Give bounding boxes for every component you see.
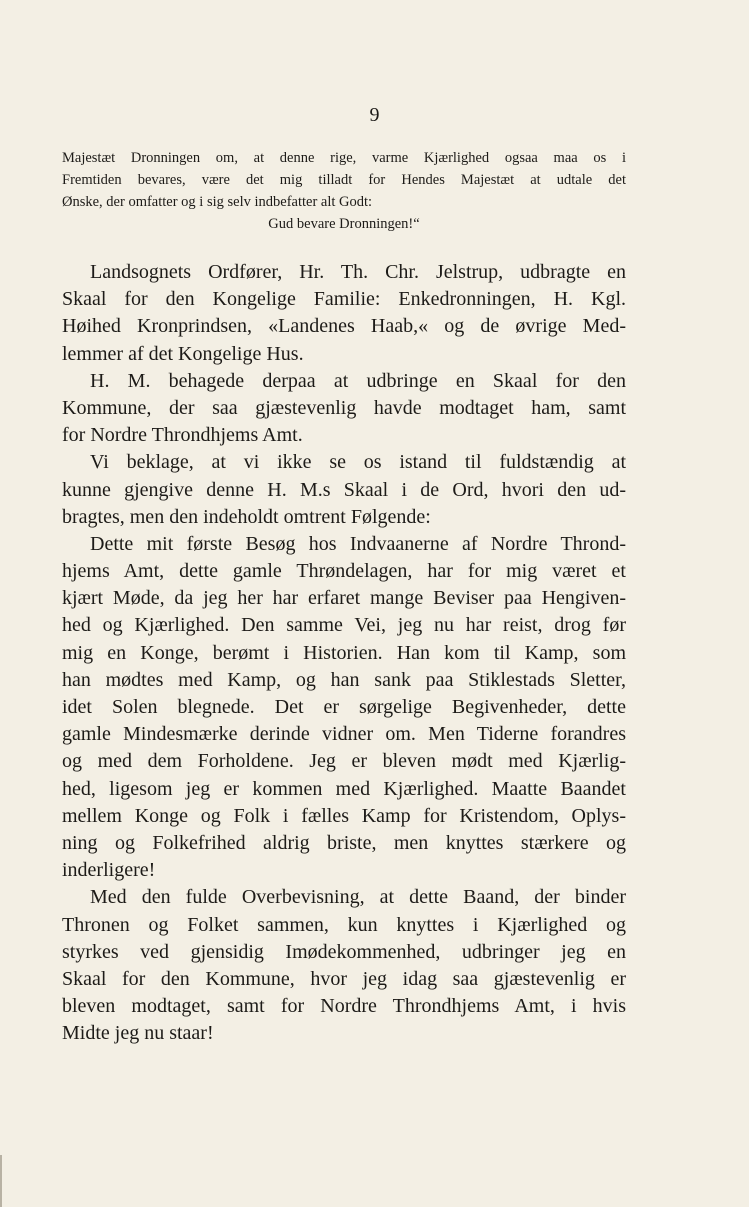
text-line: Thronen og Folket sammen, kun knyttes i Kjærlighed og: [62, 913, 626, 936]
text-line: bleven modtaget, samt for Nordre Throndhjems Amt, i hvis: [62, 995, 626, 1018]
text-line: mellem Konge og Folk i fælles Kamp for Kristendom, Oplys-: [62, 804, 626, 827]
text-line: Skaal for den Kommune, hvor jeg idag saa gjæstevenlig er: [62, 967, 626, 990]
text-line: hjems Amt, dette gamle Thrøndelagen, har for mig været et: [62, 560, 626, 583]
text-line: styrkes ved gjensidig Imødekommenhed, udbringer jeg en: [62, 940, 626, 963]
text-line: Dette mit første Besøg hos Indvaanerne af Nordre Thrond-: [90, 532, 626, 555]
text-line: Majestæt Dronningen om, at denne rige, varme Kjærlighed ogsaa maa os i: [62, 150, 626, 166]
text-line: bragtes, men den indeholdt omtrent Følgende:: [62, 505, 431, 528]
text-line: Gud bevare Dronningen!“: [268, 216, 420, 232]
text-line: hed, ligesom jeg er kommen med Kjærlighed. Maatte Baandet: [62, 777, 626, 800]
text-line: gamle Mindesmærke derinde vidner om. Men Tiderne forandres: [62, 723, 626, 746]
text-line: idet Solen blegnede. Det er sørgelige Begivenheder, dette: [62, 696, 626, 718]
text-line: ning og Folkefrihed aldrig briste, men knyttes stærkere og: [62, 831, 626, 854]
text-line: Kommune, der saa gjæstevenlig havde modtaget ham, samt: [62, 396, 626, 419]
text-line: kunne gjengive denne H. M.s Skaal i de Ord, hvori den ud-: [62, 478, 626, 501]
text-line: hed og Kjærlighed. Den samme Vei, jeg nu har reist, drog før: [62, 614, 626, 637]
toast-conclusion-paragraph: [62, 147, 626, 235]
text-line: H. M. behagede derpaa at udbringe en Skaal for den: [90, 369, 626, 392]
text-line: lemmer af det Kongelige Hus.: [62, 342, 304, 365]
text-line: Høihed Kronprindsen, «Landenes Haab,« og de øvrige Med-: [62, 315, 626, 338]
text-line: Vi beklage, at vi ikke se os istand til fuldstændig at: [90, 451, 626, 474]
text-line: Landsognets Ordfører, Hr. Th. Chr. Jelstrup, udbragte en: [90, 261, 626, 283]
text-line: Midte jeg nu staar!: [62, 1022, 214, 1045]
text-line: han mødtes med Kamp, og han sank paa Stiklestads Sletter,: [62, 668, 626, 691]
page-edge: [0, 1155, 2, 1207]
text-line: for Nordre Throndhjems Amt.: [62, 424, 303, 447]
text-line: Med den fulde Overbevisning, at dette Baand, der binder: [90, 886, 626, 909]
text-line: kjært Møde, da jeg her har erfaret mange Beviser paa Hengiven-: [62, 587, 626, 610]
text-line: mig en Konge, berømt i Historien. Han kom til Kamp, som: [62, 641, 626, 664]
text-line: inderligere!: [62, 859, 156, 882]
text-line: Ønske, der omfatter og i sig selv indbefatter alt Godt:: [62, 194, 373, 210]
page-number: 9: [369, 104, 380, 126]
text-line: Skaal for den Kongelige Familie: Enkedronningen, H. Kgl.: [62, 288, 626, 311]
text-line: Fremtiden bevares, være det mig tilladt for Hendes Majestæt at udtale det: [62, 172, 626, 188]
text-line: og med dem Forholdene. Jeg er bleven mødt med Kjærlig-: [62, 750, 626, 773]
main-text: [62, 259, 626, 1047]
